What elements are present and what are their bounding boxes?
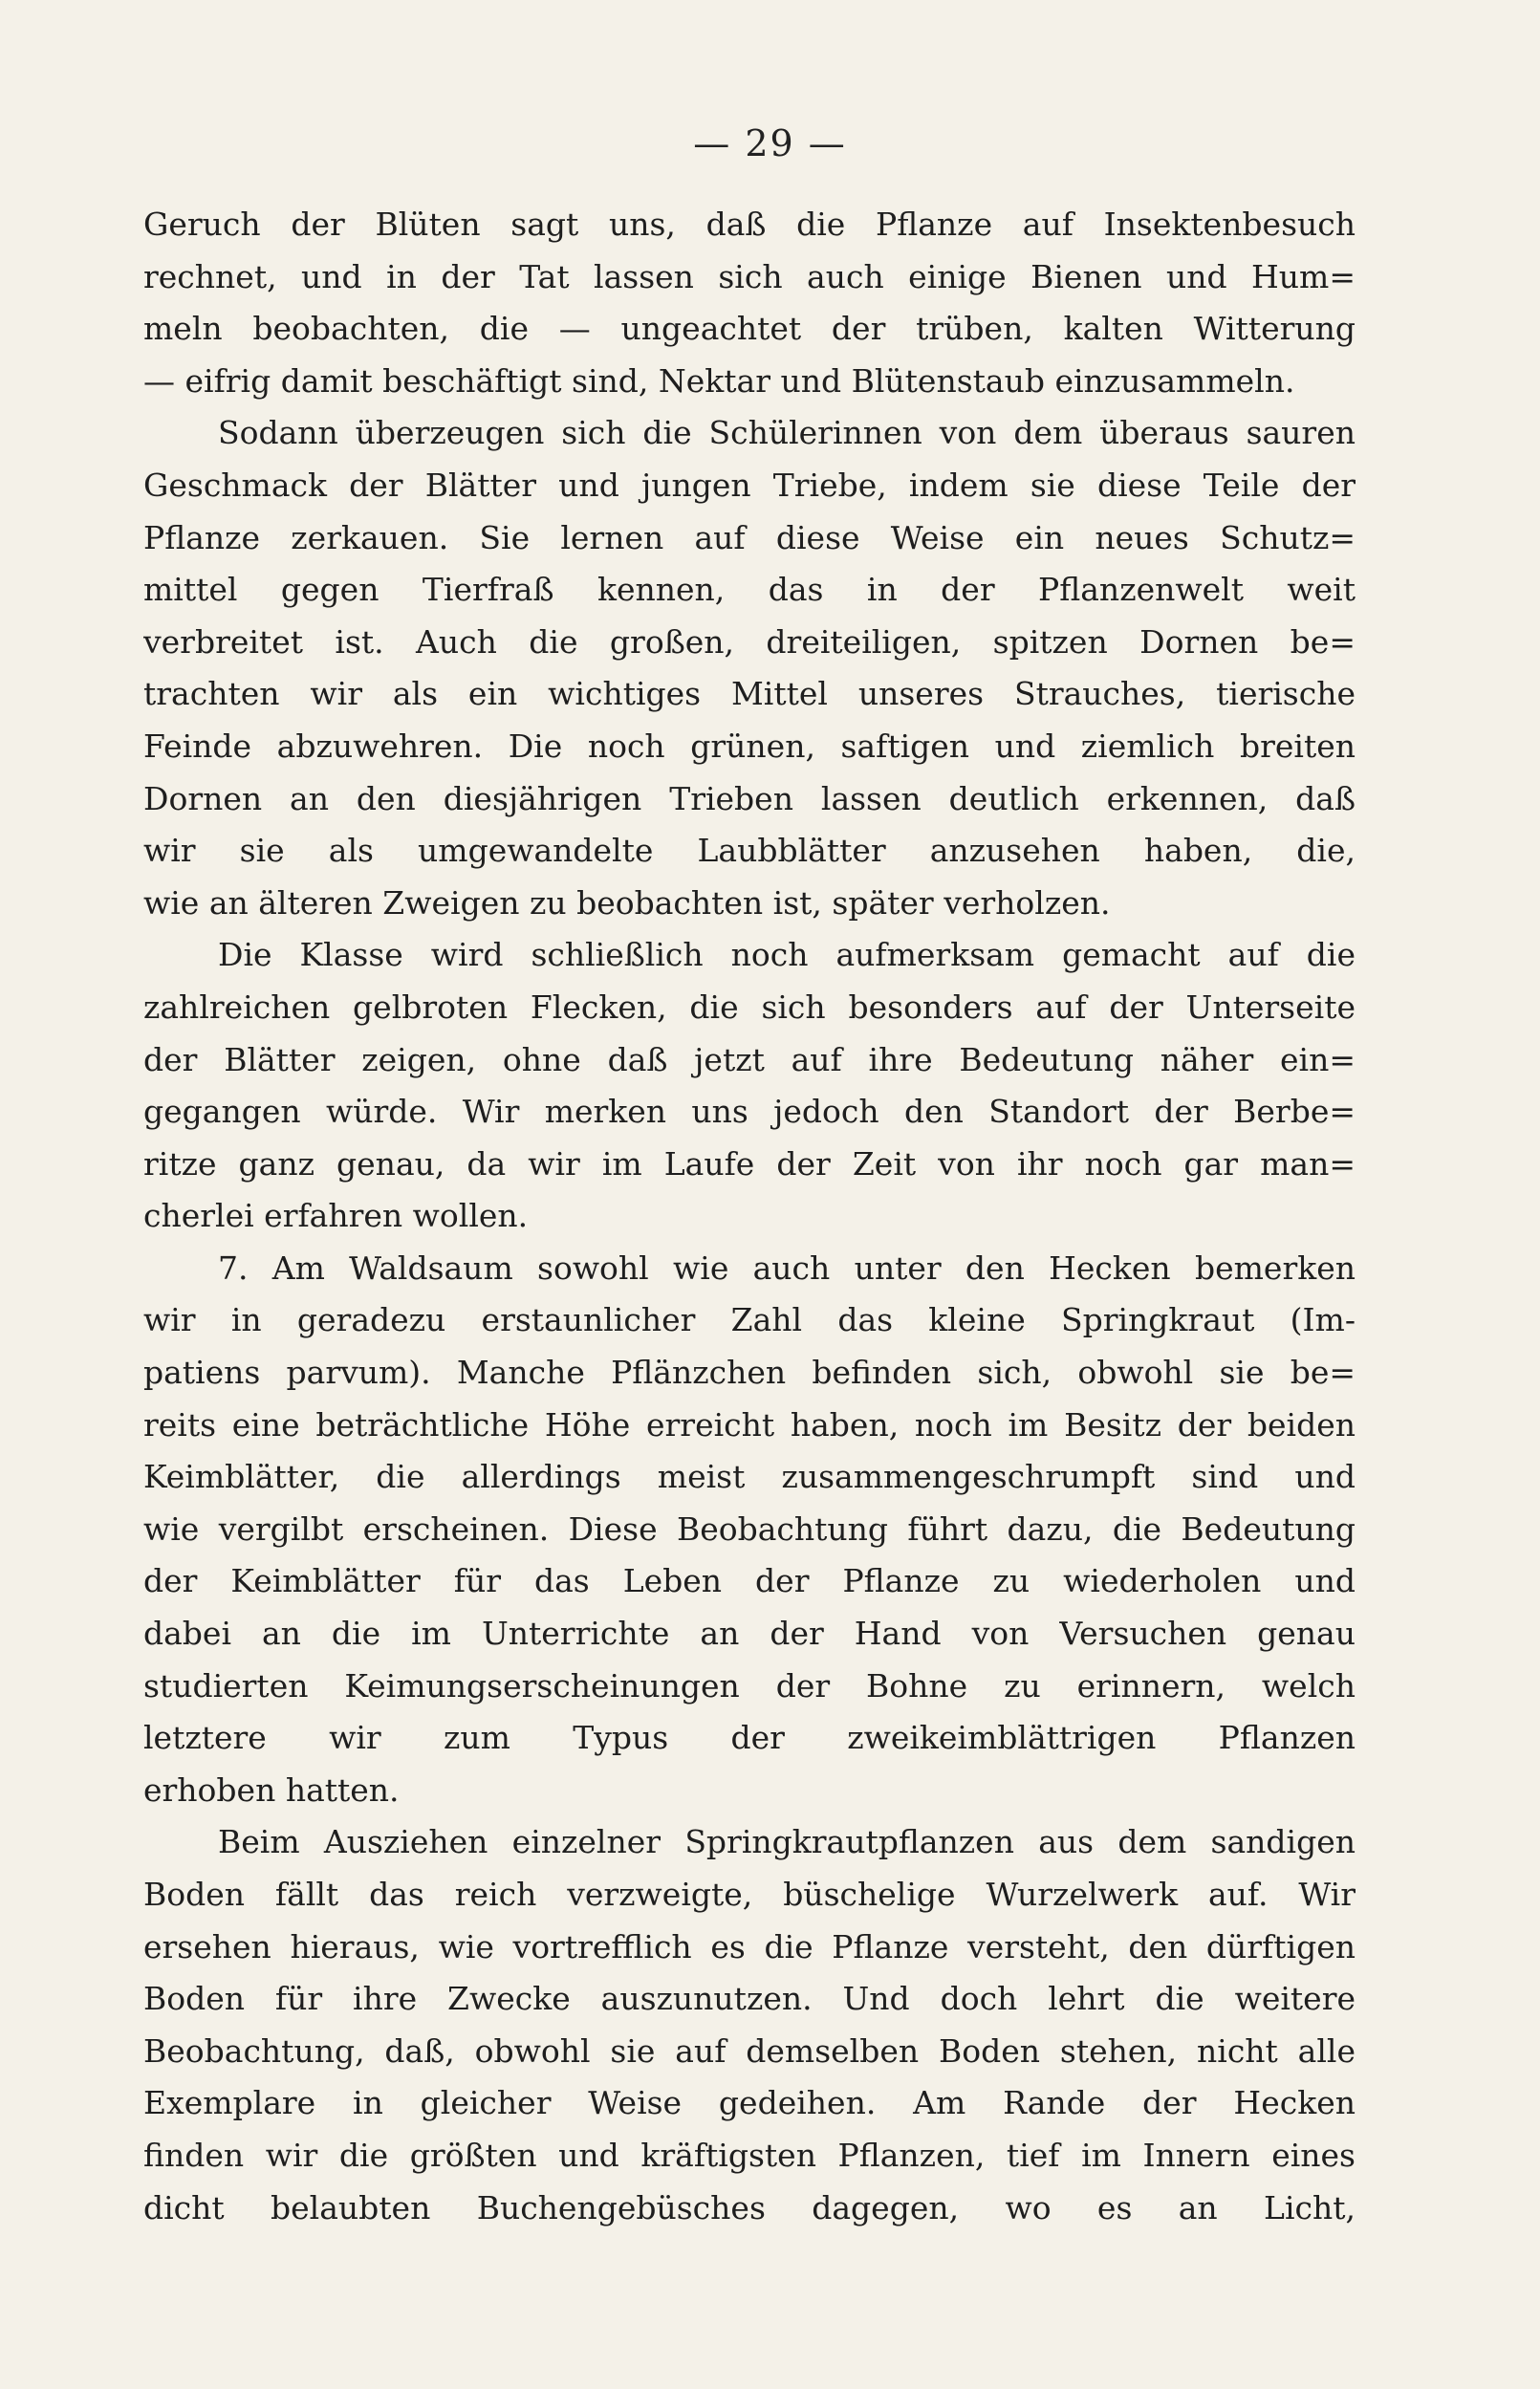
text-line: Pflanze zerkauen. Sie lernen auf diese Weise ein neues Schutz= — [143, 518, 1356, 556]
text-line: — eifrig damit beschäftigt sind, Nektar und Blütenstaub einzusammeln. — [143, 361, 1295, 400]
text-line: 7. Am Waldsaum sowohl wie auch unter den Hecken bemerken — [218, 1249, 1356, 1287]
page-number: — 29 — — [693, 122, 847, 164]
text-line: Boden für ihre Zwecke auszunutzen. Und doch lehrt die weitere — [143, 1980, 1356, 2018]
text-line: patiens parvum). Manche Pflänzchen befinden sich, obwohl sie be= — [143, 1354, 1356, 1392]
text-line: Geschmack der Blätter und jungen Triebe, indem sie diese Teile der — [143, 466, 1356, 504]
text-line: der Blätter zeigen, ohne daß jetzt auf ihre Bedeutung näher ein= — [143, 1040, 1356, 1078]
text-line: wie an älteren Zweigen zu beobachten ist, später verholzen. — [143, 883, 1111, 922]
text-line: der Keimblätter für das Leben der Pflanze zu wiederholen und — [143, 1562, 1356, 1600]
text-line: Sodann überzeugen sich die Schülerinnen von dem überaus sauren — [218, 414, 1356, 452]
text-line: ritze ganz genau, da wir im Laufe der Zeit von ihr noch gar man= — [143, 1144, 1356, 1183]
text-line: trachten wir als ein wichtiges Mittel unseres Strauches, tierische — [143, 675, 1356, 713]
text-line: gegangen würde. Wir merken uns jedoch den Standort der Berbe= — [143, 1093, 1356, 1131]
text-line: mittel gegen Tierfraß kennen, das in der Pflanzenwelt weit — [143, 571, 1356, 609]
text-line: Keimblätter, die allerdings meist zusammengeschrumpft sind und — [143, 1458, 1356, 1496]
text-line: meln beobachten, die — ungeachtet der trüben, kalten Witterung — [143, 310, 1356, 348]
text-line: reits eine beträchtliche Höhe erreicht haben, noch im Besitz der beiden — [143, 1405, 1356, 1444]
text-line: dabei an die im Unterrichte an der Hand von Versuchen genau — [143, 1615, 1356, 1653]
text-line: Boden fällt das reich verzweigte, büschelige Wurzelwerk auf. Wir — [143, 1876, 1356, 1913]
text-line: Feinde abzuwehren. Die noch grünen, saftigen und ziemlich breiten — [143, 727, 1356, 765]
text-line: letztere wir zum Typus der zweikeimblättrigen Pflanzen — [143, 1719, 1356, 1757]
text-line: wir in geradezu erstaunlicher Zahl das kleine Springkraut (Im- — [143, 1301, 1356, 1339]
text-line: wie vergilbt erscheinen. Diese Beobachtung führt dazu, die Bedeutung — [143, 1509, 1356, 1548]
text-line: Exemplare in gleicher Weise gedeihen. Am Rande der Hecken — [143, 2084, 1356, 2122]
text-line: Dornen an den diesjährigen Trieben lassen deutlich erkennen, daß — [143, 779, 1356, 817]
text-line: Beobachtung, daß, obwohl sie auf demselben Boden stehen, nicht alle — [143, 2031, 1356, 2070]
body-text — [143, 199, 1356, 2234]
text-line: cherlei erfahren wollen. — [143, 1197, 529, 1235]
text-line: studierten Keimungserscheinungen der Bohne zu erinnern, welch — [143, 1666, 1356, 1705]
text-line: rechnet, und in der Tat lassen sich auch einige Bienen und Hum= — [143, 257, 1356, 295]
text-line: wir sie als umgewandelte Laubblätter anzusehen haben, die, — [143, 832, 1356, 870]
text-line: dicht belaubten Buchengebüsches dagegen, wo es an Licht, — [143, 2188, 1356, 2226]
text-line: Beim Ausziehen einzelner Springkrautpflanzen aus dem sandigen — [218, 1823, 1356, 1861]
text-line: Die Klasse wird schließlich noch aufmerksam gemacht auf die — [218, 936, 1356, 974]
text-line: verbreitet ist. Auch die großen, dreiteiligen, spitzen Dornen be= — [143, 622, 1356, 661]
text-line: erhoben hatten. — [143, 1770, 400, 1809]
text-line: finden wir die größten und kräftigsten Pflanzen, tief im Innern eines — [143, 2136, 1356, 2174]
text-line: zahlreichen gelbroten Flecken, die sich besonders auf der Unterseite — [143, 988, 1356, 1026]
text-line: ersehen hieraus, wie vortrefflich es die Pflanze versteht, den dürftigen — [143, 1927, 1356, 1965]
text-line: Geruch der Blüten sagt uns, daß die Pflanze auf Insektenbesuch — [143, 206, 1356, 243]
